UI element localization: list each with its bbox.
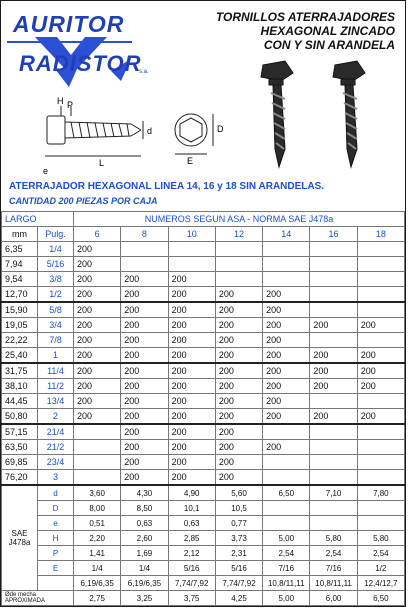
sae-value: 5,80 [310,531,357,546]
length-mm-cell: 15,90 [2,302,38,318]
quantity-cell: 200 [74,257,121,272]
sae-value: 2,60 [121,531,168,546]
quantity-cell: 200 [263,302,310,318]
sae-value: 5/16 [215,561,262,576]
quantity-cell [263,424,310,440]
quantity-cell: 200 [121,318,168,333]
length-inch-cell: 1/2 [38,287,74,303]
quantity-cell: 200 [357,363,404,379]
sae-key: H [38,531,74,546]
quantity-cell [263,272,310,287]
quantity-cell: 200 [168,470,215,486]
length-mm-cell: 44,45 [2,394,38,409]
table-row [2,318,405,333]
sae-value: 3,75 [168,591,215,606]
length-mm-cell: 38,10 [2,379,38,394]
quantity-cell [74,455,121,470]
sae-value: 5,60 [215,485,262,501]
quantity-cell: 200 [168,333,215,348]
quantity-cell: 200 [263,363,310,379]
sae-key [38,576,74,591]
quantity-cell [310,302,357,318]
quantity-cell: 200 [215,363,262,379]
sae-value: 2,54 [310,546,357,561]
quantity-cell: 200 [168,424,215,440]
quantity-cell: 200 [74,272,121,287]
sae-value: 1/2 [357,561,404,576]
sae-row [2,546,405,561]
sae-value: 5,00 [263,531,310,546]
length-inch-cell: 11/2 [38,379,74,394]
sae-key: d [38,485,74,501]
title-line-2: HEXAGONAL ZINCADO [260,24,395,38]
length-mm-cell: 7,94 [2,257,38,272]
quantity-cell [357,333,404,348]
quantity-cell [215,257,262,272]
length-mm-cell: 31,75 [2,363,38,379]
sae-value: 1/4 [121,561,168,576]
quantity-cell [310,333,357,348]
table-row [2,272,405,287]
quantity-cell: 200 [215,318,262,333]
num-header: 18 [357,227,404,242]
quantity-cell [357,440,404,455]
length-inch-cell: 13/4 [38,394,74,409]
length-mm-cell: 19,05 [2,318,38,333]
quantity-cell [357,394,404,409]
quantity-cell [74,440,121,455]
table-row [2,455,405,470]
quantity-cell [357,455,404,470]
sae-value [263,501,310,516]
quantity-cell: 200 [215,302,262,318]
quantity-cell: 200 [121,379,168,394]
sae-value: 10,5 [215,501,262,516]
title-line-3: CON Y SIN ARANDELA [263,38,395,52]
quantity-cell [310,470,357,486]
sae-value: 2,85 [168,531,215,546]
quantity-cell: 200 [74,363,121,379]
sae-value: 10,8/11,11 [263,576,310,591]
length-inch-cell: 3/8 [38,272,74,287]
quantity-cell [357,302,404,318]
sae-rows [2,485,405,606]
num-header: 8 [121,227,168,242]
quantity-cell: 200 [74,242,121,257]
quantity-cell: 200 [121,363,168,379]
sae-value [310,501,357,516]
length-mm-cell: 22,22 [2,333,38,348]
quantity-cell: 200 [74,287,121,303]
brand-suffix: s.a. [139,69,149,75]
quantity-cell [310,455,357,470]
length-inch-cell: 3 [38,470,74,486]
label-H: H [57,96,64,106]
quantity-cell: 200 [310,318,357,333]
sae-value: 4,25 [215,591,262,606]
length-inch-cell: 7/8 [38,333,74,348]
quantity-cell [310,424,357,440]
label-E: E [187,156,194,166]
sae-value: 7/16 [310,561,357,576]
table-row [2,348,405,364]
quantity-cell [263,455,310,470]
quantity-cell: 200 [215,287,262,303]
quantity-cell [121,257,168,272]
sae-row [2,531,405,546]
sae-value: 7,74/7,92 [215,576,262,591]
sae-value: 3,60 [74,485,121,501]
quantity-cell [263,257,310,272]
length-mm-cell: 57,15 [2,424,38,440]
length-mm-cell: 69,85 [2,455,38,470]
sae-value: 4,90 [168,485,215,501]
length-inch-cell: 5/8 [38,302,74,318]
sae-key: D [38,501,74,516]
quantity-cell: 200 [215,379,262,394]
sae-value: 1,69 [121,546,168,561]
quantity-cell [310,272,357,287]
quantity-note: CANTIDAD 200 PIEZAS POR CAJA [9,196,158,206]
page-title [185,10,395,52]
quantity-cell: 200 [310,379,357,394]
quantity-cell: 200 [215,440,262,455]
quantity-cell [357,242,404,257]
quantity-cell: 200 [263,348,310,364]
sae-value: 2,12 [168,546,215,561]
quantity-cell: 200 [121,302,168,318]
sae-row [2,485,405,501]
length-inch-cell: 11/4 [38,363,74,379]
screw-diagram [41,96,261,176]
sae-value: 10,8/11,11 [310,576,357,591]
sae-value [357,516,404,531]
table-row [2,424,405,440]
quantity-cell: 200 [74,333,121,348]
sae-value [310,516,357,531]
length-mm-cell: 6,35 [2,242,38,257]
length-mm-cell: 76,20 [2,470,38,486]
sae-value: 1/4 [74,561,121,576]
quantity-cell: 200 [121,455,168,470]
sae-value: 2,54 [263,546,310,561]
quantity-cell: 200 [215,333,262,348]
quantity-cell: 200 [357,318,404,333]
quantity-cell: 200 [121,272,168,287]
table-row [2,379,405,394]
sae-value: 2,54 [357,546,404,561]
product-subtitle: ATERRAJADOR HEXAGONAL LINEA 14, 16 y 18 SIN ARANDELAS. [9,181,325,192]
quantity-cell: 200 [168,409,215,425]
quantity-cell [357,257,404,272]
quantity-cell [310,440,357,455]
largo-header: LARGO [2,212,74,227]
quantity-cell [168,257,215,272]
length-mm-cell: 50,80 [2,409,38,425]
quantity-cell [263,242,310,257]
sae-value: 6,50 [263,485,310,501]
num-header: 14 [263,227,310,242]
quantity-cell: 200 [215,470,262,486]
quantity-cell: 200 [168,272,215,287]
sae-value: 6,50 [357,591,404,606]
quantity-cell: 200 [263,409,310,425]
quantity-cell: 200 [310,348,357,364]
sae-value: 4,30 [121,485,168,501]
sae-value: 0,51 [74,516,121,531]
quantity-cell: 200 [215,424,262,440]
quantity-cell: 200 [310,363,357,379]
quantity-cell: 200 [168,302,215,318]
quantity-cell: 200 [168,363,215,379]
quantity-cell: 200 [168,394,215,409]
sae-value: 12,4/12,7 [357,576,404,591]
quantity-cell: 200 [168,379,215,394]
sae-value: 2,20 [74,531,121,546]
sae-value: 0,63 [121,516,168,531]
sae-value: 8,50 [121,501,168,516]
quantity-cell [310,257,357,272]
label-D: D [217,124,224,134]
quantity-cell: 200 [121,333,168,348]
label-L: L [99,158,105,168]
table-row [2,302,405,318]
table-row [2,440,405,455]
quantity-cell: 200 [74,394,121,409]
length-inch-cell: 23/4 [38,455,74,470]
sae-value: 0,77 [215,516,262,531]
length-inch-cell: 5/16 [38,257,74,272]
sae-value: 5/16 [168,561,215,576]
quantity-cell: 200 [168,318,215,333]
quantity-cell: 200 [74,318,121,333]
quantity-cell: 200 [74,379,121,394]
quantity-cell [121,242,168,257]
quantity-cell: 200 [168,287,215,303]
sae-value: 5,00 [263,591,310,606]
length-inch-cell: 3/4 [38,318,74,333]
sae-label: SAE J478a [2,485,38,591]
sizes-table [1,211,405,606]
length-inch-cell: 1 [38,348,74,364]
quantity-cell: 200 [263,287,310,303]
sae-value: 7,10 [310,485,357,501]
sae-value: 7,74/7,92 [168,576,215,591]
quantity-cell: 200 [263,333,310,348]
quantity-cell [310,242,357,257]
quantity-cell [263,470,310,486]
quantity-cell [357,287,404,303]
quantity-cell: 200 [121,394,168,409]
sae-row [2,591,405,606]
length-mm-cell: 12,70 [2,287,38,303]
sae-value: 7,80 [357,485,404,501]
pulg-header: Pulg. [38,227,74,242]
quantity-cell: 200 [74,302,121,318]
table-row [2,333,405,348]
length-mm-cell: 9,54 [2,272,38,287]
quantity-cell: 200 [357,348,404,364]
quantity-cell: 200 [168,348,215,364]
title-line-1: TORNILLOS ATERRAJADORES [215,10,395,24]
screw-photo [251,59,401,179]
table-subheader-row [2,227,405,242]
label-d: d [147,126,153,136]
sae-key: E [38,561,74,576]
sizes-rows [2,242,405,486]
quantity-cell: 200 [121,348,168,364]
sae-value: 6,00 [310,591,357,606]
quantity-cell: 200 [121,440,168,455]
sae-row [2,516,405,531]
sae-value: 10,1 [168,501,215,516]
quantity-cell: 200 [74,348,121,364]
table-row [2,363,405,379]
quantity-cell: 200 [263,379,310,394]
quantity-cell: 200 [121,470,168,486]
numbers-header: NUMEROS SEGUN ASA - NORMA SAE J478a [74,212,405,227]
quantity-cell: 200 [310,409,357,425]
table-row [2,287,405,303]
sae-value [357,501,404,516]
quantity-cell: 200 [215,394,262,409]
sae-key: P [38,546,74,561]
sae-value: 2,31 [215,546,262,561]
length-inch-cell: 21/4 [38,424,74,440]
quantity-cell [74,424,121,440]
sae-value: 8,00 [74,501,121,516]
quantity-cell [168,242,215,257]
sae-value: 3,73 [215,531,262,546]
quantity-cell [74,470,121,486]
table-row [2,409,405,425]
length-inch-cell: 2 [38,409,74,425]
quantity-cell: 200 [263,440,310,455]
quantity-cell [357,272,404,287]
num-header: 10 [168,227,215,242]
quantity-cell: 200 [121,287,168,303]
quantity-cell: 200 [263,318,310,333]
brand-logo [7,7,187,87]
table-row [2,394,405,409]
quantity-cell [357,424,404,440]
quantity-cell: 200 [263,394,310,409]
label-e: e [43,166,49,176]
quantity-cell: 200 [215,348,262,364]
length-inch-cell: 21/2 [38,440,74,455]
sae-value: 0,63 [168,516,215,531]
quantity-cell [310,287,357,303]
sae-row [2,561,405,576]
footnote: Øde mecha APROXIMADA [2,591,74,606]
quantity-cell [357,470,404,486]
quantity-cell: 200 [74,409,121,425]
num-header: 6 [74,227,121,242]
table-row [2,470,405,486]
quantity-cell: 200 [168,440,215,455]
quantity-cell: 200 [357,409,404,425]
sae-key: e [38,516,74,531]
quantity-cell [215,242,262,257]
sae-value: 5,80 [357,531,404,546]
sae-value: 3,25 [121,591,168,606]
quantity-cell: 200 [215,409,262,425]
brand-top: AURITOR [13,11,125,37]
sae-value: 6,19/6,35 [74,576,121,591]
quantity-cell: 200 [168,455,215,470]
table-row [2,242,405,257]
quantity-cell [310,394,357,409]
sae-row [2,576,405,591]
quantity-cell [215,272,262,287]
quantity-cell: 200 [215,455,262,470]
brand-bottom: RADISTOR [19,51,142,76]
sae-value [263,516,310,531]
table-header-row [2,212,405,227]
sae-value: 6,19/6,35 [121,576,168,591]
label-P: P [67,100,74,110]
sae-value: 2,75 [74,591,121,606]
quantity-cell: 200 [121,409,168,425]
num-header: 16 [310,227,357,242]
quantity-cell: 200 [357,379,404,394]
sae-value: 7/16 [263,561,310,576]
length-mm-cell: 25,40 [2,348,38,364]
sae-row [2,501,405,516]
length-inch-cell: 1/4 [38,242,74,257]
sae-value: 1,41 [74,546,121,561]
num-header: 12 [215,227,262,242]
length-mm-cell: 63,50 [2,440,38,455]
table-row [2,257,405,272]
mm-header: mm [2,227,38,242]
quantity-cell: 200 [121,424,168,440]
